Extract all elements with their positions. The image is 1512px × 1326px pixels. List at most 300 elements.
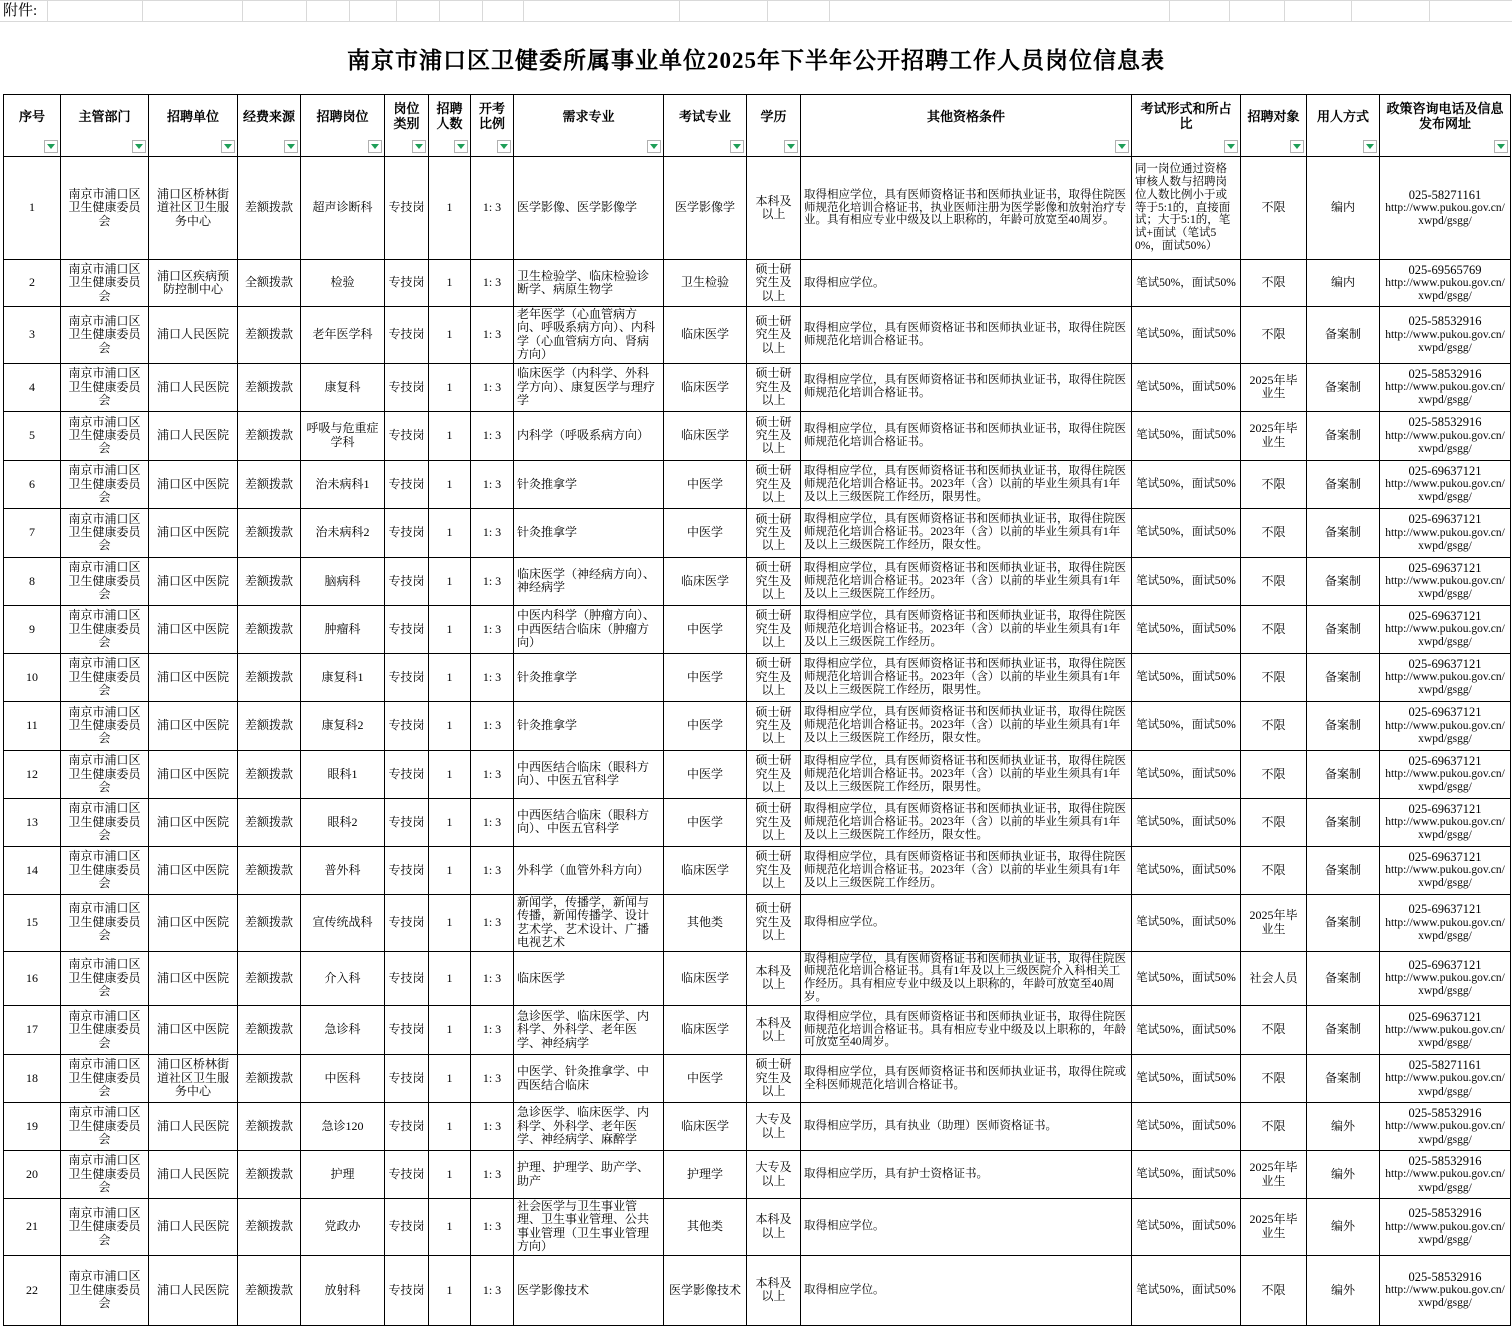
filter-dropdown-icon[interactable] [1494,140,1508,153]
cell-dept: 南京市浦口区卫生健康委员会 [61,307,149,364]
cell-count: 1 [429,1103,471,1151]
cell-unit: 浦口人民医院 [149,1199,238,1256]
cell-post: 老年医学科 [301,307,385,364]
cell-edu: 硕士研究生及以上 [747,750,801,798]
cell-exam_major: 临床医学 [664,557,747,605]
grid-cell [243,1,307,21]
policy-url[interactable]: http://www.pukou.gov.cn/xwpd/gsgg/ [1385,575,1505,601]
policy-phone: 025-69637121 [1408,957,1482,972]
cell-other: 取得相应学位，具有医师资格证书和医师执业证书，取得住院医师规范化培训合格证书。具有相应专业中级及以上职称的，年龄可放宽至40周岁。 [801,1006,1132,1055]
cell-type: 专技岗 [385,1255,429,1325]
cell-major: 针灸推拿学 [514,653,664,701]
cell-exam_form: 笔试50%，面试50% [1132,1199,1241,1256]
cell-dept: 南京市浦口区卫生健康委员会 [61,460,149,508]
cell-exam_form: 笔试50%，面试50% [1132,894,1241,951]
cell-contact [1380,157,1511,260]
policy-phone: 025-69637121 [1408,512,1482,527]
cell-post: 呼吸与危重症学科 [301,411,385,460]
cell-ratio: 1: 3 [471,1055,514,1103]
cell-dept: 南京市浦口区卫生健康委员会 [61,951,149,1006]
cell-no: 10 [4,653,61,701]
cell-ratio: 1: 3 [471,951,514,1006]
cell-post: 放射科 [301,1255,385,1325]
col-header-label: 招聘对象 [1247,108,1300,124]
policy-url[interactable]: http://www.pukou.gov.cn/xwpd/gsgg/ [1385,381,1505,407]
col-header-label: 招聘人数 [436,101,463,131]
policy-phone: 025-69637121 [1408,1009,1482,1024]
table-row [4,1103,1511,1151]
col-header-label: 其他资格条件 [926,108,1005,124]
cell-no: 19 [4,1103,61,1151]
cell-fund: 差额拨款 [238,846,301,894]
filter-dropdown-icon[interactable] [1224,140,1238,153]
cell-unit: 浦口区桥林街道社区卫生服务中心 [149,157,238,260]
cell-type: 专技岗 [385,1103,429,1151]
cell-fund: 全额拨款 [238,260,301,307]
policy-phone: 025-69637121 [1408,656,1482,671]
grid-cell [397,1,440,21]
table-row [4,1255,1511,1325]
grid-cell [1230,1,1285,21]
cell-other: 取得相应学位，具有医师资格证书和医师执业证书，取得住院医师规范化培训合格证书。2023年（含）以前的毕业生须具有1年及以上三级医院工作经历。 [801,846,1132,894]
filter-dropdown-icon[interactable] [44,140,58,153]
cell-no: 1 [4,157,61,260]
cell-count: 1 [429,508,471,557]
cell-post: 宣传统战科 [301,894,385,951]
cell-other: 取得相应学位，具有医师资格证书和医师执业证书，取得住院医师规范化培训合格证书。 [801,307,1132,364]
table-row [4,1151,1511,1199]
policy-url[interactable]: http://www.pukou.gov.cn/xwpd/gsgg/ [1385,816,1505,842]
cell-mode: 备案制 [1307,605,1380,653]
table-row [4,1006,1511,1055]
cell-target: 2025年毕业生 [1241,1151,1307,1199]
cell-fund: 差额拨款 [238,460,301,508]
cell-mode: 备案制 [1307,557,1380,605]
cell-target: 不限 [1241,605,1307,653]
policy-url[interactable]: http://www.pukou.gov.cn/xwpd/gsgg/ [1385,478,1505,504]
policy-phone: 025-58532916 [1408,1106,1482,1121]
cell-exam_major: 临床医学 [664,951,747,1006]
cell-target: 2025年毕业生 [1241,363,1307,411]
cell-edu: 硕士研究生及以上 [747,1055,801,1103]
cell-exam_form: 笔试50%，面试50% [1132,1151,1241,1199]
filter-dropdown-icon[interactable] [412,140,426,153]
cell-count: 1 [429,846,471,894]
cell-ratio: 1: 3 [471,1103,514,1151]
cell-fund: 差额拨款 [238,1103,301,1151]
cell-major: 急诊医学、临床医学、内科学、外科学、老年医学、神经病学 [514,1006,664,1055]
cell-no: 11 [4,701,61,750]
cell-mode: 备案制 [1307,1006,1380,1055]
cell-contact [1380,846,1511,894]
grid-cell [768,1,830,21]
col-header-label: 考试专业 [678,108,731,124]
col-header-label: 主管部门 [78,108,131,124]
cell-ratio: 1: 3 [471,1255,514,1325]
filter-dropdown-icon[interactable] [284,140,298,153]
filter-dropdown-icon[interactable] [497,140,511,153]
chevron-down-icon [47,144,55,149]
cell-count: 1 [429,798,471,846]
cell-no: 8 [4,557,61,605]
cell-contact [1380,260,1511,307]
cell-no: 17 [4,1006,61,1055]
cell-ratio: 1: 3 [471,894,514,951]
cell-major: 针灸推拿学 [514,460,664,508]
cell-fund: 差额拨款 [238,798,301,846]
policy-phone: 025-69637121 [1408,849,1482,864]
chevron-down-icon [1497,144,1505,149]
cell-exam_major: 卫生检验 [664,260,747,307]
table-row [4,1199,1511,1256]
cell-exam_major: 中医学 [664,1055,747,1103]
filter-dropdown-icon[interactable] [368,140,382,153]
cell-fund: 差额拨款 [238,951,301,1006]
cell-target: 不限 [1241,1006,1307,1055]
cell-target: 不限 [1241,1255,1307,1325]
cell-target: 不限 [1241,460,1307,508]
chevron-down-icon [287,144,295,149]
cell-post: 康复科1 [301,653,385,701]
cell-exam_form: 笔试50%，面试50% [1132,307,1241,364]
cell-target: 社会人员 [1241,951,1307,1006]
cell-unit: 浦口人民医院 [149,1255,238,1325]
cell-target: 不限 [1241,846,1307,894]
cell-no: 4 [4,363,61,411]
filter-dropdown-icon[interactable] [784,140,798,153]
policy-url[interactable]: http://www.pukou.gov.cn/xwpd/gsgg/ [1385,328,1505,355]
cell-other: 取得相应学位，具有医师资格证书和医师执业证书，取得住院医师规范化培训合格证书。2023年（含）以前的毕业生须具有1年及以上三级医院工作经历，限女性。 [801,701,1132,750]
header-row [4,95,1511,157]
col-header-post [301,95,385,157]
cell-target: 不限 [1241,1055,1307,1103]
cell-other: 取得相应学位。 [801,894,1132,951]
cell-ratio: 1: 3 [471,1199,514,1256]
cell-contact [1380,701,1511,750]
policy-url[interactable]: http://www.pukou.gov.cn/xwpd/gsgg/ [1385,526,1505,552]
cell-exam_form: 笔试50%，面试50% [1132,605,1241,653]
policy-phone: 025-58532916 [1408,314,1482,329]
cell-type: 专技岗 [385,157,429,260]
cell-major: 中医学、针灸推拿学、中西医结合临床 [514,1055,664,1103]
cell-other: 取得相应学位，具有医师资格证书和医师执业证书，取得住院医师规范化培训合格证书。2023年（含）以前的毕业生须具有1年及以上三级医院工作经历，限女性。 [801,798,1132,846]
cell-dept: 南京市浦口区卫生健康委员会 [61,1151,149,1199]
filter-dropdown-icon[interactable] [132,140,146,153]
cell-type: 专技岗 [385,653,429,701]
chevron-down-icon [1227,144,1235,149]
cell-target: 不限 [1241,307,1307,364]
cell-unit: 浦口区中医院 [149,894,238,951]
cell-major: 内科学（呼吸系病方向） [514,411,664,460]
col-header-label: 招聘岗位 [316,108,369,124]
cell-contact [1380,363,1511,411]
cell-ratio: 1: 3 [471,411,514,460]
cell-contact [1380,1006,1511,1055]
cell-post: 超声诊断科 [301,157,385,260]
cell-no: 20 [4,1151,61,1199]
cell-dept: 南京市浦口区卫生健康委员会 [61,1055,149,1103]
col-header-mode [1307,95,1380,157]
cell-unit: 浦口人民医院 [149,307,238,364]
cell-exam_form: 同一岗位通过资格审核人数与招聘岗位人数比例小于或等于5:1的，直接面试；大于5:1的，笔试+面试（笔试50%，面试50%） [1132,157,1241,260]
cell-edu: 硕士研究生及以上 [747,508,801,557]
cell-post: 急诊120 [301,1103,385,1151]
policy-phone: 025-58532916 [1408,1206,1482,1221]
col-header-label: 招聘单位 [166,108,219,124]
cell-no: 14 [4,846,61,894]
cell-type: 专技岗 [385,701,429,750]
cell-ratio: 1: 3 [471,653,514,701]
filter-dropdown-icon[interactable] [1290,140,1304,153]
table-row [4,894,1511,951]
col-header-label: 政策咨询电话及信息发布网址 [1386,101,1504,131]
cell-unit: 浦口区中医院 [149,1006,238,1055]
cell-dept: 南京市浦口区卫生健康委员会 [61,750,149,798]
cell-major: 外科学（血管外科方向） [514,846,664,894]
policy-url[interactable]: http://www.pukou.gov.cn/xwpd/gsgg/ [1385,1120,1505,1146]
cell-no: 13 [4,798,61,846]
cell-fund: 差额拨款 [238,1006,301,1055]
policy-phone: 025-69637121 [1408,608,1482,623]
cell-exam_major: 中医学 [664,653,747,701]
cell-mode: 备案制 [1307,363,1380,411]
cell-other: 取得相应学历，具有护士资格证书。 [801,1151,1132,1199]
cell-no: 12 [4,750,61,798]
cell-type: 专技岗 [385,1006,429,1055]
cell-exam_major: 医学影像技术 [664,1255,747,1325]
cell-unit: 浦口区中医院 [149,750,238,798]
filter-dropdown-icon[interactable] [1115,140,1129,153]
cell-type: 专技岗 [385,605,429,653]
cell-target: 不限 [1241,1103,1307,1151]
policy-phone: 025-58532916 [1408,415,1482,430]
cell-dept: 南京市浦口区卫生健康委员会 [61,701,149,750]
cell-edu: 本科及以上 [747,1199,801,1256]
cell-exam_major: 其他类 [664,894,747,951]
table-row [4,750,1511,798]
filter-dropdown-icon[interactable] [454,140,468,153]
cell-exam_form: 笔试50%，面试50% [1132,951,1241,1006]
cell-unit: 浦口区中医院 [149,653,238,701]
cell-contact [1380,411,1511,460]
policy-url[interactable]: http://www.pukou.gov.cn/xwpd/gsgg/ [1385,201,1505,228]
cell-target: 不限 [1241,157,1307,260]
policy-url[interactable]: http://www.pukou.gov.cn/xwpd/gsgg/ [1385,1284,1505,1310]
chevron-down-icon [1293,144,1301,149]
cell-contact [1380,1255,1511,1325]
cell-count: 1 [429,1199,471,1256]
cell-mode: 备案制 [1307,653,1380,701]
cell-target: 不限 [1241,260,1307,307]
cell-major: 中西医结合临床（眼科方向）、中医五官科学 [514,750,664,798]
cell-type: 专技岗 [385,798,429,846]
cell-post: 治未病科2 [301,508,385,557]
cell-type: 专技岗 [385,1055,429,1103]
cell-unit: 浦口人民医院 [149,363,238,411]
cell-exam_major: 中医学 [664,750,747,798]
cell-contact [1380,605,1511,653]
col-header-label: 用人方式 [1316,108,1369,124]
cell-post: 介入科 [301,951,385,1006]
grid-cell [483,1,524,21]
cell-mode: 编内 [1307,260,1380,307]
cell-target: 不限 [1241,508,1307,557]
cell-fund: 差额拨款 [238,1199,301,1256]
cell-type: 专技岗 [385,460,429,508]
cell-exam_major: 临床医学 [664,411,747,460]
policy-url[interactable]: http://www.pukou.gov.cn/xwpd/gsgg/ [1385,623,1505,649]
cell-dept: 南京市浦口区卫生健康委员会 [61,846,149,894]
cell-fund: 差额拨款 [238,894,301,951]
policy-url[interactable]: http://www.pukou.gov.cn/xwpd/gsgg/ [1385,864,1505,890]
cell-unit: 浦口区中医院 [149,846,238,894]
cell-post: 康复科 [301,363,385,411]
cell-mode: 备案制 [1307,701,1380,750]
cell-exam_major: 临床医学 [664,307,747,364]
chevron-down-icon [500,144,508,149]
cell-contact [1380,951,1511,1006]
cell-count: 1 [429,1055,471,1103]
policy-url[interactable]: http://www.pukou.gov.cn/xwpd/gsgg/ [1385,916,1505,942]
cell-unit: 浦口人民医院 [149,1103,238,1151]
table-row [4,951,1511,1006]
col-header-type [385,95,429,157]
filter-dropdown-icon[interactable] [647,140,661,153]
cell-mode: 编内 [1307,157,1380,260]
cell-exam_major: 医学影像学 [664,157,747,260]
table-row [4,460,1511,508]
cell-count: 1 [429,363,471,411]
chevron-down-icon [224,144,232,149]
cell-type: 专技岗 [385,557,429,605]
cell-no: 9 [4,605,61,653]
cell-mode: 编外 [1307,1255,1380,1325]
cell-post: 中医科 [301,1055,385,1103]
cell-contact [1380,1103,1511,1151]
cell-count: 1 [429,411,471,460]
cell-exam_form: 笔试50%，面试50% [1132,1255,1241,1325]
cell-exam_major: 临床医学 [664,1006,747,1055]
cell-count: 1 [429,260,471,307]
cell-no: 2 [4,260,61,307]
policy-phone: 025-69637121 [1408,801,1482,816]
cell-ratio: 1: 3 [471,701,514,750]
cell-ratio: 1: 3 [471,798,514,846]
policy-url[interactable]: http://www.pukou.gov.cn/xwpd/gsgg/ [1385,276,1505,303]
table-row [4,846,1511,894]
policy-url[interactable]: http://www.pukou.gov.cn/xwpd/gsgg/ [1385,719,1505,745]
cell-fund: 差额拨款 [238,157,301,260]
policy-url[interactable]: http://www.pukou.gov.cn/xwpd/gsgg/ [1385,1168,1505,1194]
cell-major: 临床医学 [514,951,664,1006]
cell-exam_major: 中医学 [664,605,747,653]
cell-no: 15 [4,894,61,951]
cell-exam_form: 笔试50%，面试50% [1132,557,1241,605]
cell-post: 康复科2 [301,701,385,750]
cell-target: 不限 [1241,750,1307,798]
cell-fund: 差额拨款 [238,411,301,460]
cell-exam_major: 中医学 [664,508,747,557]
cell-ratio: 1: 3 [471,557,514,605]
cell-post: 护理 [301,1151,385,1199]
cell-ratio: 1: 3 [471,1006,514,1055]
cell-exam_major: 中医学 [664,460,747,508]
cell-contact [1380,798,1511,846]
cell-mode: 编外 [1307,1199,1380,1256]
table-row [4,605,1511,653]
cell-exam_form: 笔试50%，面试50% [1132,750,1241,798]
policy-phone: 025-58271161 [1408,1058,1482,1073]
cell-major: 急诊医学、临床医学、内科学、外科学、老年医学、神经病学、麻醉学 [514,1103,664,1151]
cell-other: 取得相应学位，具有医师资格证书和医师执业证书，取得住院医师规范化培训合格证书。2023年（含）以前的毕业生须具有1年及以上三级医院工作经历，限男性。 [801,750,1132,798]
cell-mode: 编外 [1307,1103,1380,1151]
policy-url[interactable]: http://www.pukou.gov.cn/xwpd/gsgg/ [1385,972,1505,998]
cell-exam_form: 笔试50%，面试50% [1132,846,1241,894]
col-header-major [514,95,664,157]
cell-count: 1 [429,701,471,750]
cell-no: 18 [4,1055,61,1103]
cell-exam_major: 其他类 [664,1199,747,1256]
cell-edu: 硕士研究生及以上 [747,260,801,307]
policy-phone: 025-69637121 [1408,560,1482,575]
policy-url[interactable]: http://www.pukou.gov.cn/xwpd/gsgg/ [1385,1023,1505,1050]
cell-fund: 差额拨款 [238,750,301,798]
cell-dept: 南京市浦口区卫生健康委员会 [61,1255,149,1325]
cell-unit: 浦口人民医院 [149,1151,238,1199]
filter-dropdown-icon[interactable] [221,140,235,153]
cell-post: 眼科2 [301,798,385,846]
col-header-label: 序号 [18,108,45,124]
cell-no: 3 [4,307,61,364]
policy-url[interactable]: http://www.pukou.gov.cn/xwpd/gsgg/ [1385,1220,1505,1247]
cell-target: 不限 [1241,557,1307,605]
filter-dropdown-icon[interactable] [1363,140,1377,153]
col-header-label: 经费来源 [242,108,295,124]
chevron-down-icon [371,144,379,149]
cell-exam_form: 笔试50%，面试50% [1132,1055,1241,1103]
cell-target: 2025年毕业生 [1241,894,1307,951]
cell-unit: 浦口区中医院 [149,557,238,605]
cell-contact [1380,894,1511,951]
cell-contact [1380,750,1511,798]
chevron-down-icon [650,144,658,149]
policy-url[interactable]: http://www.pukou.gov.cn/xwpd/gsgg/ [1385,1072,1505,1098]
cell-fund: 差额拨款 [238,701,301,750]
policy-url[interactable]: http://www.pukou.gov.cn/xwpd/gsgg/ [1385,768,1505,794]
cell-type: 专技岗 [385,1199,429,1256]
cell-other: 取得相应学位，具有医师资格证书和医师执业证书，取得住院医师规范化培训合格证书。2023年（含）以前的毕业生须具有1年及以上三级医院工作经历。 [801,557,1132,605]
policy-url[interactable]: http://www.pukou.gov.cn/xwpd/gsgg/ [1385,671,1505,697]
policy-phone: 025-58532916 [1408,366,1482,381]
cell-major: 中医内科学（肿瘤方向）、中西医结合临床（肿瘤方向） [514,605,664,653]
cell-other: 取得相应学位，具有医师资格证书和医师执业证书，取得住院医师规范化培训合格证书。 [801,411,1132,460]
cell-count: 1 [429,557,471,605]
cell-other: 取得相应学位，具有医师资格证书和医师执业证书，取得住院医师规范化培训合格证书。2023年（含）以前的毕业生须具有1年及以上三级医院工作经历，限男性。 [801,653,1132,701]
cell-exam_form: 笔试50%，面试50% [1132,798,1241,846]
cell-fund: 差额拨款 [238,1151,301,1199]
table-row [4,1055,1511,1103]
cell-ratio: 1: 3 [471,460,514,508]
cell-other: 取得相应学位，具有医师资格证书和医师执业证书，取得住院医师规范化培训合格证书。2023年（含）以前的毕业生须具有1年及以上三级医院工作经历。 [801,605,1132,653]
filter-dropdown-icon[interactable] [730,140,744,153]
cell-type: 专技岗 [385,307,429,364]
cell-edu: 本科及以上 [747,157,801,260]
cell-type: 专技岗 [385,1151,429,1199]
cell-dept: 南京市浦口区卫生健康委员会 [61,1103,149,1151]
policy-url[interactable]: http://www.pukou.gov.cn/xwpd/gsgg/ [1385,429,1505,455]
cell-other: 取得相应学位，具有医师资格证书和医师执业证书，取得住院医师规范化培训合格证书。2023年（含）以前的毕业生须具有1年及以上三级医院工作经历，限女性。 [801,508,1132,557]
table-row [4,798,1511,846]
